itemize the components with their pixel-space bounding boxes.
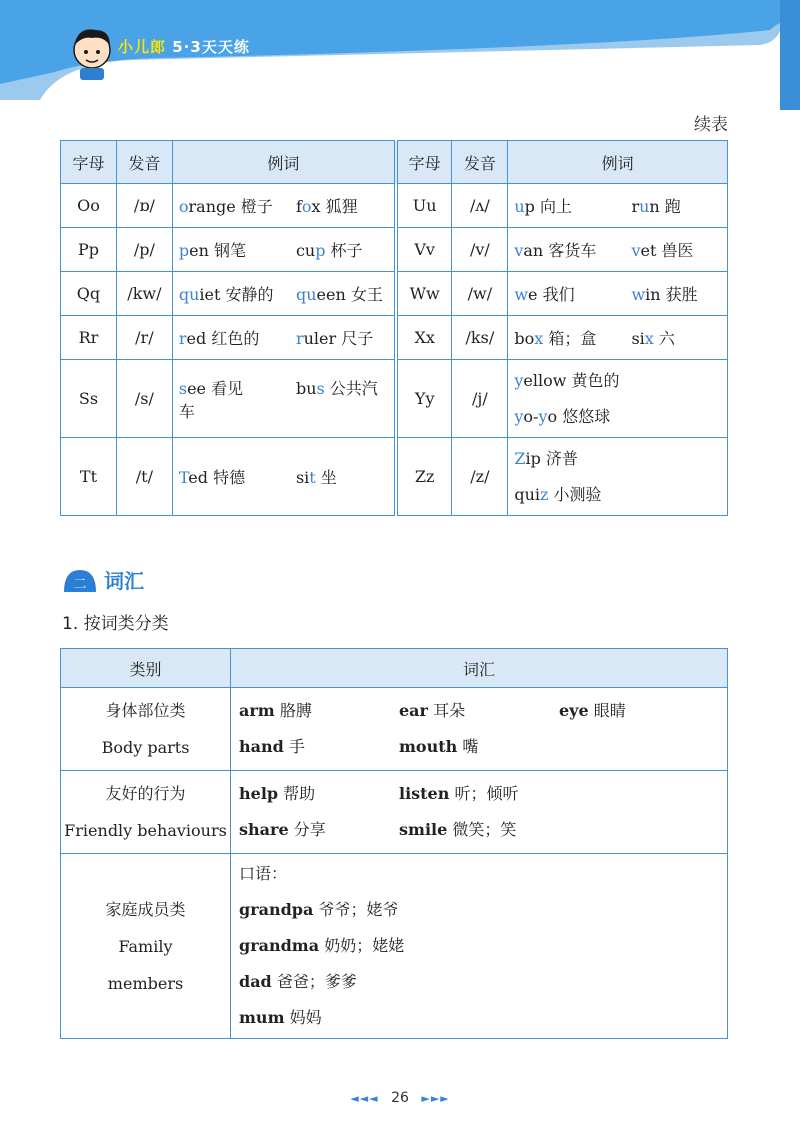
example-word: Ted 特德 [178,468,246,487]
section-title: 词汇 [104,569,144,593]
continued-label: 续表 [694,115,728,135]
mascot-icon [74,29,110,80]
vocab-word: share 分享 [239,820,326,839]
header-letter: 字母 [61,141,117,184]
example-word: van 客货车 [514,241,597,260]
words-cell [231,771,728,854]
category-en: Body parts [101,738,190,757]
category-en: Family [118,936,173,956]
category-cell [61,854,231,1039]
page-footer [0,1090,800,1106]
letter-cell: Xx [396,316,452,360]
phonics-row [61,272,728,316]
vocab-table [60,648,728,1039]
phonics-header-row [61,141,728,184]
category-en: Friendly behaviours [64,821,227,840]
example-word: box 箱；盒 [514,329,597,348]
example-word: cup 杯子 [295,241,363,260]
example-cell [508,184,728,228]
letter-cell: Tt [61,438,117,516]
words-cell [231,688,728,771]
header-sound: 发音 [116,141,172,184]
example-cell [172,360,396,438]
sound-cell: /r/ [116,316,172,360]
example-cell [172,184,396,228]
section-number: 二 [73,576,87,592]
example-word: red 红色的 [178,329,260,348]
vocab-word: grandpa 爷爷；姥爷 [239,900,399,919]
example-word: pen 钢笔 [178,241,246,260]
vocab-row-family [61,854,728,1039]
sound-cell: /j/ [452,360,508,438]
section-badge-icon [62,566,98,594]
example-cell [172,228,396,272]
sound-cell: /z/ [452,438,508,516]
header-examples: 例词 [172,141,396,184]
sound-cell: /p/ [116,228,172,272]
category-en: members [107,973,184,993]
vocab-word: dad 爸爸；爹爹 [239,972,357,991]
letter-cell: Zz [396,438,452,516]
example-word: win 获胜 [631,285,698,304]
example-cell [172,438,396,516]
letter-cell: Pp [61,228,117,272]
sound-cell: /ks/ [452,316,508,360]
example-word: see 看见 [178,378,244,398]
example-word: we 我们 [514,285,575,304]
vocab-row-friendly [61,771,728,854]
left-arrows-icon: ◄◄◄ [350,1092,379,1105]
letter-cell: Yy [396,360,452,438]
example-word: bus 公共汽车 [178,378,378,421]
vocab-word: hand 手 [239,737,305,756]
phonics-row [61,228,728,272]
sound-cell: /kw/ [116,272,172,316]
sound-cell: /t/ [116,438,172,516]
example-word: fox 狐狸 [295,197,358,216]
example-word: run 跑 [631,197,681,216]
example-word: quiz 小测验 [514,484,602,504]
example-word: yellow 黄色的 [514,370,620,390]
category-cn: 家庭成员类 [105,899,186,919]
vocab-word: grandma 奶奶；姥姥 [239,936,405,955]
brand-name: 小儿郎 [118,38,167,56]
vocab-word: help 帮助 [239,784,316,803]
vocab-word: mum 妈妈 [239,1008,322,1027]
vocab-word: eye 眼睛 [559,701,626,720]
example-word: sit 坐 [295,468,337,487]
example-word: up 向上 [514,197,572,216]
letter-cell: Rr [61,316,117,360]
letter-cell: Ww [396,272,452,316]
sound-cell: /s/ [116,360,172,438]
sound-cell: /ʌ/ [452,184,508,228]
header-category: 类别 [61,649,231,688]
example-word: orange 橙子 [178,197,273,216]
example-word: quiet 安静的 [178,285,274,304]
phonics-row [61,316,728,360]
example-cell [508,272,728,316]
section-heading [62,565,144,594]
vocab-word: smile 微笑；笑 [399,820,517,839]
example-cell [508,228,728,272]
vocab-word: ear 耳朵 [399,701,466,720]
header-words: 词汇 [231,649,728,688]
subtitle: 1. 按词类分类 [62,614,169,634]
letter-cell: Ss [61,360,117,438]
example-word: queen 女王 [295,285,383,304]
category-cn: 友好的行为 [105,784,186,803]
example-word: vet 兽医 [631,241,694,260]
brand-title [118,36,250,57]
category-cell [61,688,231,771]
page-number: 26 [391,1090,409,1106]
sound-cell: /v/ [452,228,508,272]
letter-cell: Oo [61,184,117,228]
vocab-row-body-parts [61,688,728,771]
header-letter: 字母 [396,141,452,184]
vocab-header-row [61,649,728,688]
example-cell [508,316,728,360]
category-cell [61,771,231,854]
letter-cell: Vv [396,228,452,272]
letter-cell: Qq [61,272,117,316]
sound-cell: /ɒ/ [116,184,172,228]
category-cn: 身体部位类 [105,701,186,720]
vocab-word: listen 听；倾听 [399,784,519,803]
words-cell [231,854,728,1039]
header-sound: 发音 [452,141,508,184]
phonics-row [61,438,728,516]
example-cell [172,316,396,360]
phonics-row [61,184,728,228]
header-examples: 例词 [508,141,728,184]
phonics-row [61,360,728,438]
example-cell [172,272,396,316]
brand-series: 5·3天天练 [172,38,250,56]
right-arrows-icon: ►►► [421,1092,450,1105]
example-cell [508,360,728,438]
spoken-note: 口语： [239,864,288,883]
example-word: ruler 尺子 [295,329,374,348]
example-cell [508,438,728,516]
vocab-word: arm 胳膊 [239,701,312,720]
phonics-table [60,140,728,516]
example-word: yo-yo 悠悠球 [514,406,611,426]
sound-cell: /w/ [452,272,508,316]
vocab-word: mouth 嘴 [399,737,479,756]
letter-cell: Uu [396,184,452,228]
example-word: Zip 济普 [514,448,578,468]
example-word: six 六 [631,329,675,348]
